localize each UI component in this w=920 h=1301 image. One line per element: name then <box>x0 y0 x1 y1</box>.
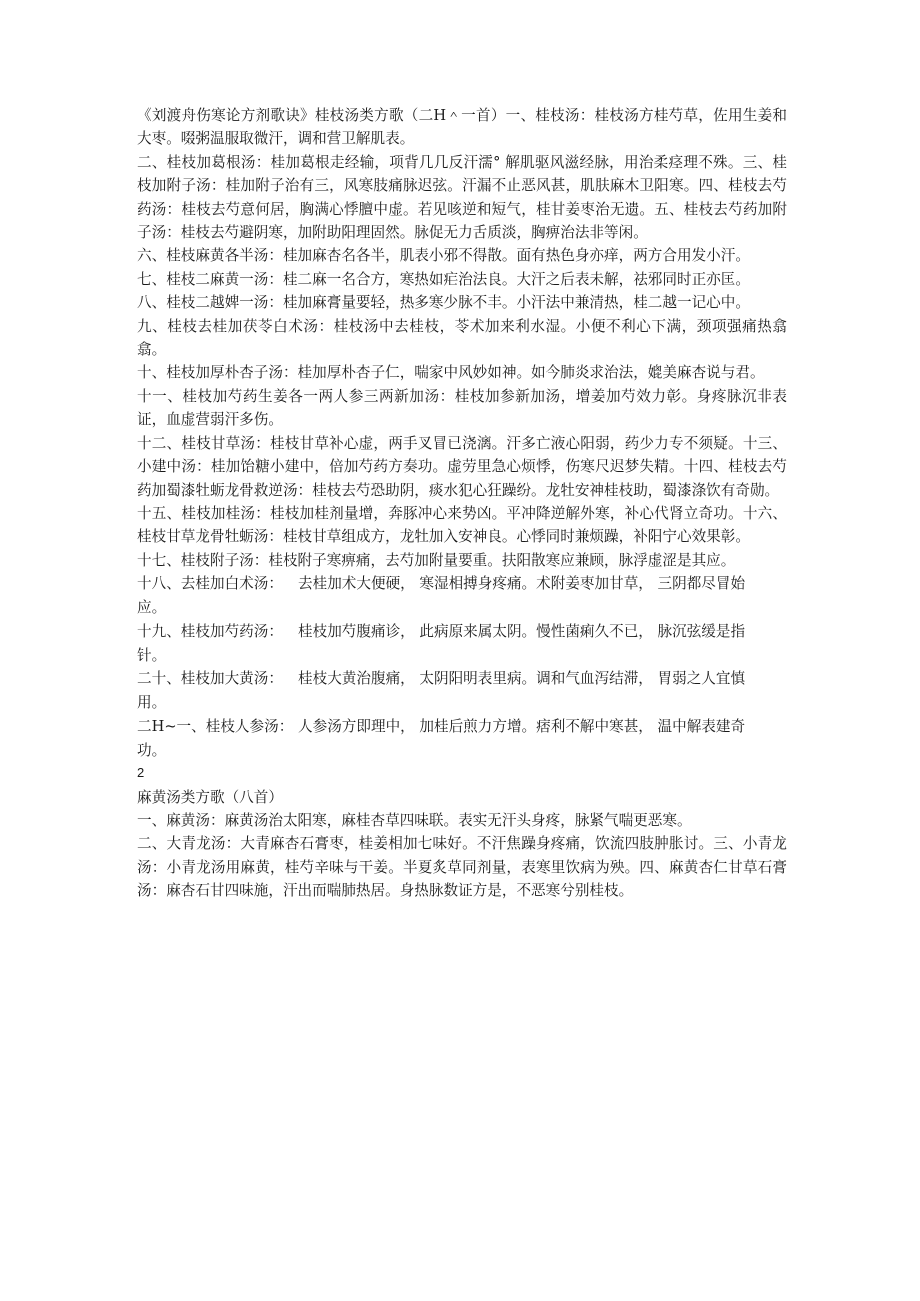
paragraph: 七、桂枝二麻黄一汤：桂二麻一名合方，寒热如疟治法良。大汗之后表未解，祛邪同时正亦匡。 <box>137 270 750 288</box>
section-heading-mahuang: 麻黄汤类方歌（八首） <box>137 788 283 806</box>
formula-label: 二十、桂枝加大黄汤： <box>137 670 283 688</box>
paragraph: 八、桂枝二越婢一汤：桂加麻膏量要轻，热多寒少脉不丰。小汗法中兼清热，桂二越一记心中。 <box>137 294 750 312</box>
formula-text: 去桂加术大便硬， 寒湿相搏身疼痛。术附姜枣加甘草， 三阴都尽冒始 <box>298 575 746 593</box>
formula-text: 人参汤方即理中， 加桂后煎力方增。痞利不解中寒甚， 温中解表建奇 <box>298 717 746 735</box>
formula-row <box>137 620 787 668</box>
paragraph: 二、桂枝加葛根汤：桂加葛根走经输，项背几几反汗濡° 解肌驱风滋经脉，用治柔痉理不殊。三、桂枝加附子汤：桂加附子治有三，风寒肢痛脉迟弦。汗漏不止恶风甚，肌肤麻木卫阳寒。四、桂枝去芍药汤：桂枝去芍意何居，胸满心悸膻中虚。若见咳逆和短气，桂甘姜枣治无遗。五、桂枝去芍药加附子汤：桂枝去芍避阴寒，加附助阳理固然。脉促无力舌质淡，胸痹治法非等闲。 <box>137 153 787 242</box>
paragraph: 一、麻黄汤：麻黄汤治太阳寒，麻桂杏草四味联。表实无汗头身疼，脉紧气喘更恶寒。 <box>137 811 692 829</box>
formula-label: 十九、桂枝加芍药汤： <box>137 622 283 640</box>
paragraph: 二、大青龙汤：大青麻杏石膏枣，桂姜相加七味好。不汗焦躁身疼痛，饮流四肢肿胀讨。三、小青龙汤：小青龙汤用麻黄，桂芍辛味与干姜。半夏炙草同剂量，表寒里饮病为殃。四、麻黄杏仁甘草石膏汤：麻杏石甘四味施，汗出而喘肺热居。身热脉数证方是，不恶寒兮别桂枝。 <box>137 835 787 900</box>
formula-text-continuation: 应。 <box>137 599 167 617</box>
paragraph: 六、桂枝麻黄各半汤：桂加麻杏名各半，肌表小邪不得散。面有热色身亦痒，两方合用发小汗。 <box>137 247 750 265</box>
formula-text-continuation: 功。 <box>137 741 167 759</box>
formula-label: 十八、去桂加白术汤： <box>137 575 283 593</box>
paragraph: 九、桂枝去桂加茯苓白术汤：桂枝汤中去桂枝，苓术加来利水湿。小便不利心下满，颈项强痛热翕翕。 <box>137 317 787 359</box>
paragraph-title-guizhi: 《刘渡舟伤寒论方剂歌诀》桂枝汤类方歌（二H＾一首）一、桂枝汤：桂枝汤方桂芍草，佐用生姜和大枣。啜粥温服取微汗，调和营卫解肌表。 <box>137 107 787 148</box>
paragraph: 十二、桂枝甘草汤：桂枝甘草补心虚，两手叉冒已浇漓。汗多亡液心阳弱，药少力专不须疑。十三、小建中汤：桂加饴糖小建中，倍加芍药方奏功。虚劳里急心烦悸，伤寒尺迟梦失精。十四、桂枝去芍药加蜀漆牡蛎龙骨救逆汤：桂枝去芍恐助阴，痰水犯心狂躁纷。龙牡安神桂枝助，蜀漆涤饮有奇勋。 <box>137 434 787 499</box>
formula-text: 桂枝加芍腹痛诊， 此病原来属太阴。慢性菌痢久不已， 脉沉弦缓是指 <box>298 622 746 640</box>
formula-row <box>137 572 787 620</box>
formula-row <box>137 667 787 715</box>
paragraph: 十、桂枝加厚朴杏子汤：桂加厚朴杏子仁，喘家中风妙如神。如今肺炎求治法，媲美麻杏说与君。 <box>137 364 765 382</box>
formula-row <box>137 715 787 763</box>
formula-text: 桂枝大黄治腹痛， 太阴阳明表里病。调和气血泻结滞， 胃弱之人宜慎 <box>298 670 746 688</box>
paragraph: 十七、桂枝附子汤：桂枝附子寒痹痛，去芍加附量要重。扶阳散寒应兼顾，脉浮虚涩是其应。 <box>137 551 736 569</box>
formula-text-continuation: 针。 <box>137 646 167 664</box>
formula-label: 二H~一、桂枝人参汤： <box>137 717 294 735</box>
paragraph: 十五、桂枝加桂汤：桂枝加桂剂量增，奔豚冲心来势凶。平冲降逆解外寒，补心代肾立奇功。十六、桂枝甘草龙骨牡蛎汤：桂枝甘草组成方，龙牡加入安神良。心悸同时兼烦躁，补阳宁心效果彰。 <box>137 504 787 546</box>
document-body <box>137 104 787 903</box>
formula-text-continuation: 用。 <box>137 694 167 712</box>
page-number: 2 <box>137 764 145 780</box>
paragraph: 十一、桂枝加芍药生姜各一两人参三两新加汤：桂枝加参新加汤，增姜加芍效力彰。身疼脉沉非表证，血虚营弱汗多伤。 <box>137 387 787 429</box>
